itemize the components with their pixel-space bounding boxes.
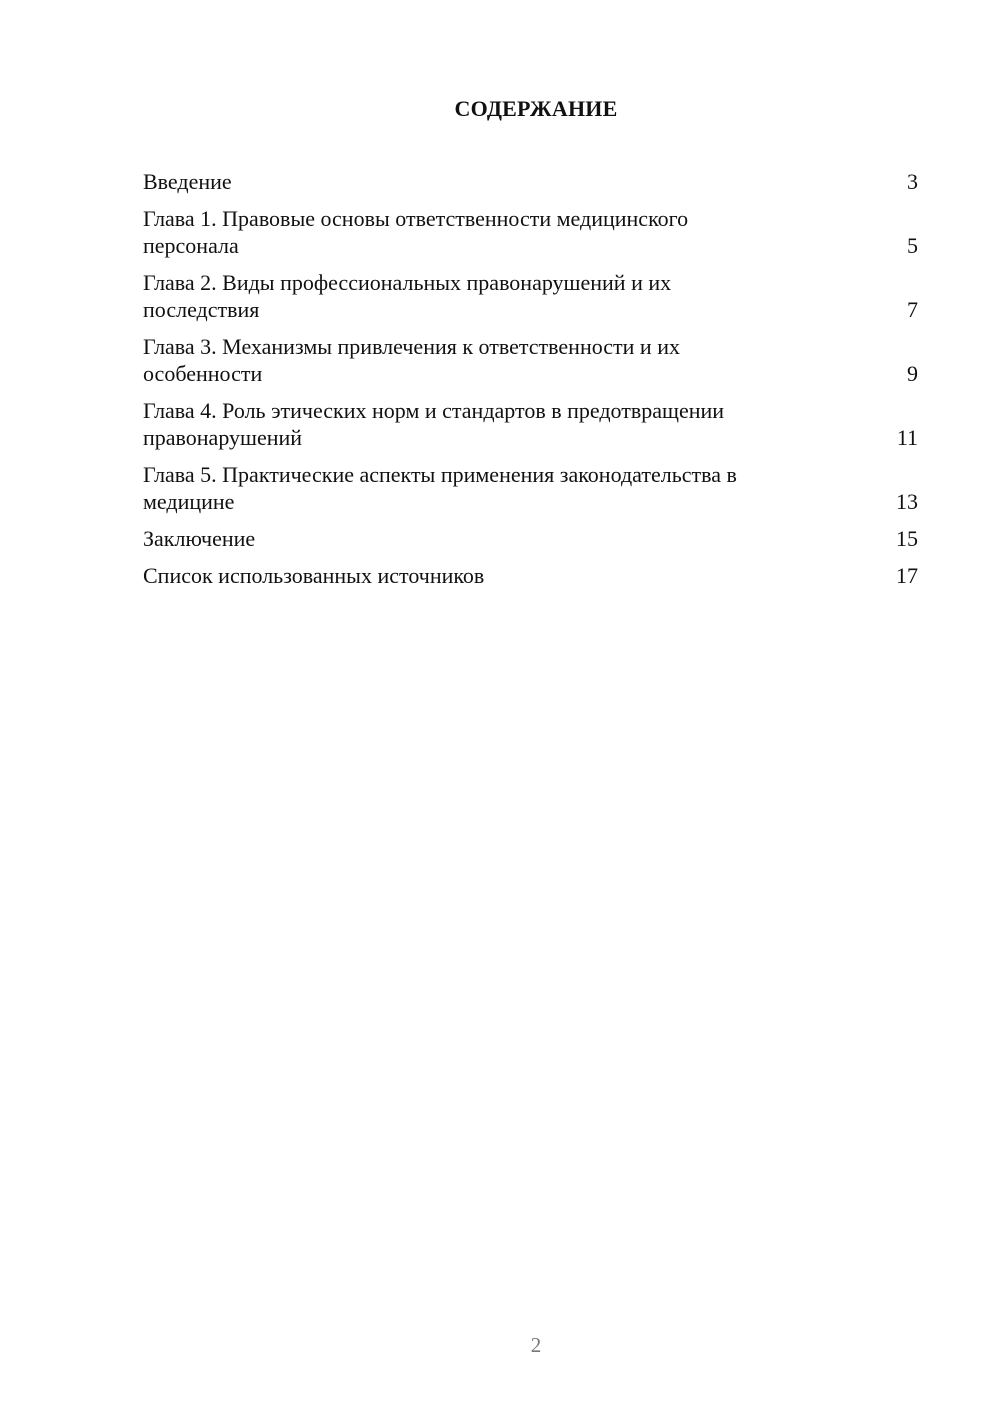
toc-entry-chapter-1 <box>143 205 918 259</box>
toc-entry-page: 9 <box>907 361 918 386</box>
toc-entry-chapter-3 <box>143 333 918 387</box>
toc-entry-page: 11 <box>896 425 918 450</box>
toc-entry-page: 17 <box>896 563 918 588</box>
toc-entry-chapter-2 <box>143 269 918 323</box>
toc-entry-page: 15 <box>896 526 918 551</box>
toc-entry-chapter-5 <box>143 461 918 515</box>
toc-entry-text: Заключение <box>143 526 256 551</box>
table-of-contents <box>143 168 918 599</box>
toc-entry-page: 7 <box>907 297 918 322</box>
toc-entry-page: 13 <box>896 489 918 514</box>
toc-entry-introduction <box>143 168 918 195</box>
toc-entry-page: 5 <box>907 233 918 258</box>
toc-entry-text: Список использованных источников <box>143 563 485 588</box>
toc-entry-text: Глава 2. Виды профессиональных правонарушений и их последствия <box>143 270 672 322</box>
toc-entry-text: Введение <box>143 169 232 194</box>
toc-entry-text: Глава 3. Механизмы привлечения к ответственности и их особенности <box>143 334 680 386</box>
toc-entry-text: Глава 5. Практические аспекты применения законодательства в медицине <box>143 462 737 514</box>
toc-entry-chapter-4 <box>143 397 918 451</box>
toc-title: СОДЕРЖАНИЕ <box>454 96 618 121</box>
toc-entry-conclusion <box>143 525 918 552</box>
toc-entry-text: Глава 1. Правовые основы ответственности медицинского персонала <box>143 206 689 258</box>
toc-entry-page: 3 <box>907 169 918 194</box>
page-number: 2 <box>530 1333 542 1357</box>
toc-entry-references <box>143 562 918 589</box>
toc-entry-text: Глава 4. Роль этических норм и стандартов в предотвращении правонарушений <box>143 398 725 450</box>
